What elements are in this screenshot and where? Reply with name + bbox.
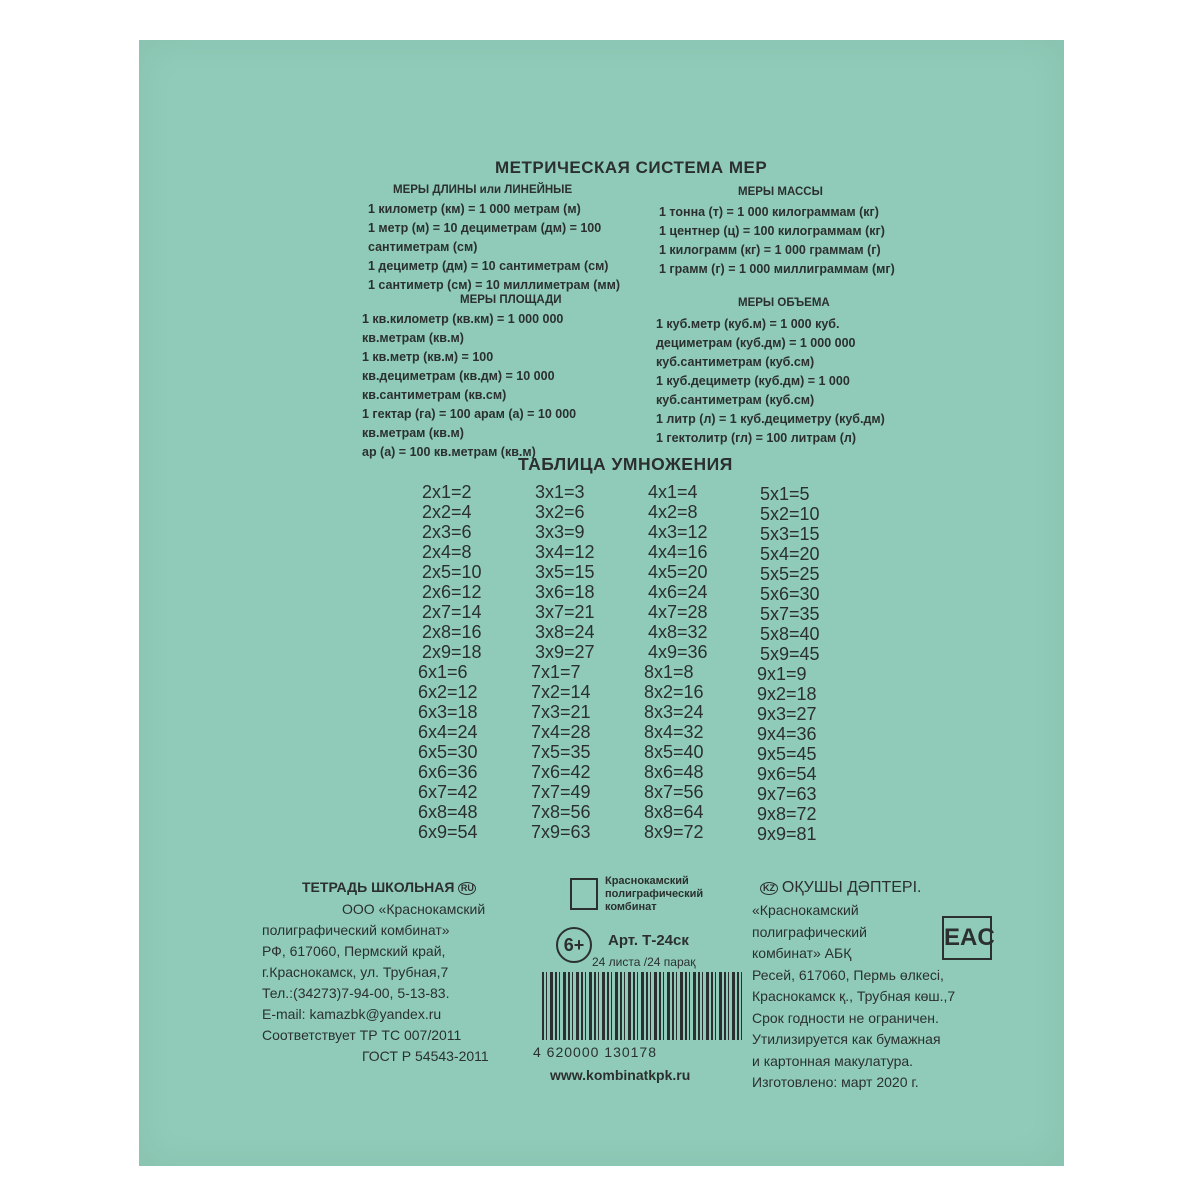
area-measures [362, 310, 576, 462]
mult-entry: 8x6=48 [644, 762, 704, 782]
mult-entry: 2x1=2 [422, 482, 472, 502]
address-line-kz: Краснокамск қ., Трубная көш.,7 [752, 988, 956, 1004]
area-line: 1 кв.метр (кв.м) = 100 [362, 350, 494, 364]
mult-entry: 7x4=28 [531, 722, 591, 742]
company-line-kz: «Краснокамский [752, 902, 859, 918]
mult-entry: 8x4=32 [644, 722, 704, 742]
footer-right-title-row [760, 877, 921, 898]
mult-entry: 2x7=14 [422, 602, 482, 622]
mult-entry: 6x6=36 [418, 762, 478, 782]
length-heading: МЕРЫ ДЛИНЫ или ЛИНЕЙНЫЕ [393, 184, 573, 196]
gost-line: ГОСТ Р 54543-2011 [362, 1048, 489, 1064]
mult-entry: 6x1=6 [418, 662, 468, 682]
mult-entry: 8x3=24 [644, 702, 704, 722]
mult-column-3 [535, 482, 595, 662]
address-line: РФ, 617060, Пермский край, [262, 943, 446, 959]
mult-entry: 4x5=20 [648, 562, 708, 582]
mult-entry: 4x6=24 [648, 582, 708, 602]
area-line: кв.метрам (кв.м) [362, 331, 464, 345]
mult-entry: 9x2=18 [757, 684, 817, 704]
mult-entry: 2x8=16 [422, 622, 482, 642]
mult-entry: 6x5=30 [418, 742, 478, 762]
mult-entry: 9x1=9 [757, 664, 807, 684]
email-line: E-mail: kamazbk@yandex.ru [262, 1006, 442, 1022]
mult-column-9 [757, 664, 817, 844]
mult-entry: 2x2=4 [422, 502, 472, 522]
mult-entry: 5x6=30 [760, 584, 820, 604]
website: www.kombinatkpk.ru [550, 1067, 691, 1083]
length-line: 1 сантиметр (см) = 10 миллиметрам (мм) [368, 278, 621, 292]
area-line: кв.метрам (кв.м) [362, 426, 464, 440]
mult-entry: 8x1=8 [644, 662, 694, 682]
area-line: кв.сантиметрам (кв.см) [362, 388, 507, 402]
notebook-title: ТЕТРАДЬ ШКОЛЬНАЯ [302, 879, 455, 895]
article-number: Арт. Т-24ск [608, 932, 689, 949]
mult-entry: 2x3=6 [422, 522, 472, 542]
mass-line: 1 килограмм (кг) = 1 000 граммам (г) [659, 243, 881, 257]
mult-entry: 5x5=25 [760, 564, 820, 584]
logo-text [605, 875, 703, 914]
company-logo-icon [570, 878, 598, 910]
volume-line: 1 литр (л) = 1 куб.дециметру (куб.дм) [656, 412, 885, 426]
length-line: сантиметрам (см) [368, 240, 478, 254]
mult-entry: 7x6=42 [531, 762, 591, 782]
mult-entry: 8x7=56 [644, 782, 704, 802]
mult-column-2 [422, 482, 482, 662]
mult-entry: 5x8=40 [760, 624, 820, 644]
mult-entry: 7x5=35 [531, 742, 591, 762]
volume-line: 1 куб.дециметр (куб.дм) = 1 000 [656, 374, 850, 388]
volume-line: куб.сантиметрам (куб.см) [656, 393, 815, 407]
mult-entry: 2x4=8 [422, 542, 472, 562]
mult-column-7 [531, 662, 591, 842]
mult-entry: 2x5=10 [422, 562, 482, 582]
mult-entry: 2x6=12 [422, 582, 482, 602]
mult-entry: 3x1=3 [535, 482, 585, 502]
logo-text-line: полиграфический [605, 888, 704, 900]
mult-entry: 9x3=27 [757, 704, 817, 724]
mult-entry: 6x4=24 [418, 722, 478, 742]
sheet-count: 24 листа /24 парақ [592, 955, 696, 969]
mult-entry: 5x3=15 [760, 524, 820, 544]
volume-line: 1 гектолитр (гл) = 100 литрам (л) [656, 431, 857, 445]
mult-entry: 9x7=63 [757, 784, 817, 804]
company-line: ООО «Краснокамский [342, 901, 486, 917]
footer-left-title-row [302, 877, 476, 898]
footer-left-info [262, 899, 489, 1067]
company-line: полиграфический комбинат» [262, 922, 450, 938]
mult-entry: 3x7=21 [535, 602, 595, 622]
multiplication-title: ТАБЛИЦА УМНОЖЕНИЯ [518, 454, 733, 474]
ru-badge: RU [458, 882, 476, 895]
mult-entry: 3x4=12 [535, 542, 595, 562]
mult-column-5 [760, 484, 820, 664]
mult-entry: 4x4=16 [648, 542, 708, 562]
eac-certification-mark: EAC [942, 916, 992, 960]
area-line: 1 кв.километр (кв.км) = 1 000 000 [362, 312, 564, 326]
mult-entry: 3x9=27 [535, 642, 595, 662]
mult-entry: 4x2=8 [648, 502, 698, 522]
mult-entry: 3x8=24 [535, 622, 595, 642]
company-line-kz: комбинат» АБҚ [752, 945, 852, 961]
volume-line: 1 куб.метр (куб.м) = 1 000 куб. [656, 317, 840, 331]
mult-entry: 3x6=18 [535, 582, 595, 602]
mass-line: 1 грамм (г) = 1 000 миллиграммам (мг) [659, 262, 895, 276]
kz-badge: KZ [760, 882, 778, 895]
mult-entry: 9x9=81 [757, 824, 817, 844]
mult-entry: 4x7=28 [648, 602, 708, 622]
mult-entry: 9x8=72 [757, 804, 817, 824]
mult-entry: 6x9=54 [418, 822, 478, 842]
mult-entry: 4x8=32 [648, 622, 708, 642]
mult-column-6 [418, 662, 478, 842]
volume-heading: МЕРЫ ОБЪЕМА [738, 297, 830, 309]
logo-text-line: Краснокамский [605, 875, 689, 887]
manufacture-date-line: Изготовлено: март 2020 г. [752, 1074, 919, 1090]
volume-line: дециметрам (куб.дм) = 1 000 000 [656, 336, 856, 350]
length-measures [368, 200, 620, 295]
mult-entry: 5x7=35 [760, 604, 820, 624]
mult-entry: 8x9=72 [644, 822, 704, 842]
mass-measures [659, 203, 895, 279]
mult-entry: 4x3=12 [648, 522, 708, 542]
mult-entry: 3x3=9 [535, 522, 585, 542]
mult-entry: 9x6=54 [757, 764, 817, 784]
mult-column-8 [644, 662, 704, 842]
mass-heading: МЕРЫ МАССЫ [738, 186, 823, 198]
mult-column-4 [648, 482, 708, 662]
company-line-kz: полиграфический [752, 923, 867, 940]
mult-entry: 5x9=45 [760, 644, 820, 664]
mult-entry: 8x5=40 [644, 742, 704, 762]
address-line: г.Краснокамск, ул. Трубная,7 [262, 964, 449, 980]
mult-entry: 3x2=6 [535, 502, 585, 522]
mass-line: 1 тонна (т) = 1 000 килограммам (кг) [659, 205, 879, 219]
area-line: кв.дециметрам (кв.дм) = 10 000 [362, 369, 555, 383]
logo-text-line: комбинат [605, 901, 657, 913]
mult-entry: 4x1=4 [648, 482, 698, 502]
age-rating-badge: 6+ [556, 927, 592, 963]
area-heading: МЕРЫ ПЛОЩАДИ [460, 294, 562, 306]
address-line-kz: Ресей, 617060, Пермь өлкесі, [752, 966, 944, 983]
length-line: 1 дециметр (дм) = 10 сантиметрам (см) [368, 259, 609, 273]
standard-line: Соответствует ТР ТС 007/2011 [262, 1027, 462, 1043]
notebook-title-kz: ОҚУШЫ ДӘПТЕРІ. [781, 879, 922, 896]
mult-entry: 8x8=64 [644, 802, 704, 822]
mult-entry: 6x7=42 [418, 782, 478, 802]
mult-entry: 7x8=56 [531, 802, 591, 822]
recycling-line: и картонная макулатура. [752, 1052, 914, 1069]
mult-entry: 7x9=63 [531, 822, 591, 842]
phone-line: Тел.:(34273)7-94-00, 5-13-83. [262, 985, 450, 1001]
mult-entry: 5x2=10 [760, 504, 820, 524]
mult-entry: 6x8=48 [418, 802, 478, 822]
area-line: ар (а) = 100 кв.метрам (кв.м) [362, 445, 536, 459]
mult-entry: 5x4=20 [760, 544, 820, 564]
shelf-life-line: Срок годности не ограничен. [752, 1009, 939, 1026]
volume-line: куб.сантиметрам (куб.см) [656, 355, 815, 369]
volume-measures [656, 315, 885, 448]
mult-entry: 5x1=5 [760, 484, 810, 504]
mult-entry: 9x5=45 [757, 744, 817, 764]
barcode-digits: 4 620000 130178 [533, 1044, 657, 1060]
mult-entry: 2x9=18 [422, 642, 482, 662]
mult-entry: 3x5=15 [535, 562, 595, 582]
barcode [542, 972, 742, 1040]
mass-line: 1 центнер (ц) = 100 килограммам (кг) [659, 224, 885, 238]
mult-entry: 6x3=18 [418, 702, 478, 722]
mult-entry: 7x2=14 [531, 682, 591, 702]
mult-entry: 6x2=12 [418, 682, 478, 702]
mult-entry: 7x1=7 [531, 662, 581, 682]
footer-right-info [752, 900, 955, 1094]
length-line: 1 метр (м) = 10 дециметрам (дм) = 100 [368, 221, 602, 235]
mult-entry: 7x7=49 [531, 782, 591, 802]
mult-entry: 9x4=36 [757, 724, 817, 744]
mult-entry: 4x9=36 [648, 642, 708, 662]
mult-entry: 8x2=16 [644, 682, 704, 702]
area-line: 1 гектар (га) = 100 арам (а) = 10 000 [362, 407, 577, 421]
length-line: 1 километр (км) = 1 000 метрам (м) [368, 202, 581, 216]
mult-entry: 7x3=21 [531, 702, 591, 722]
recycling-line: Утилизируется как бумажная [752, 1031, 941, 1047]
metric-title: МЕТРИЧЕСКАЯ СИСТЕМА МЕР [495, 158, 768, 177]
